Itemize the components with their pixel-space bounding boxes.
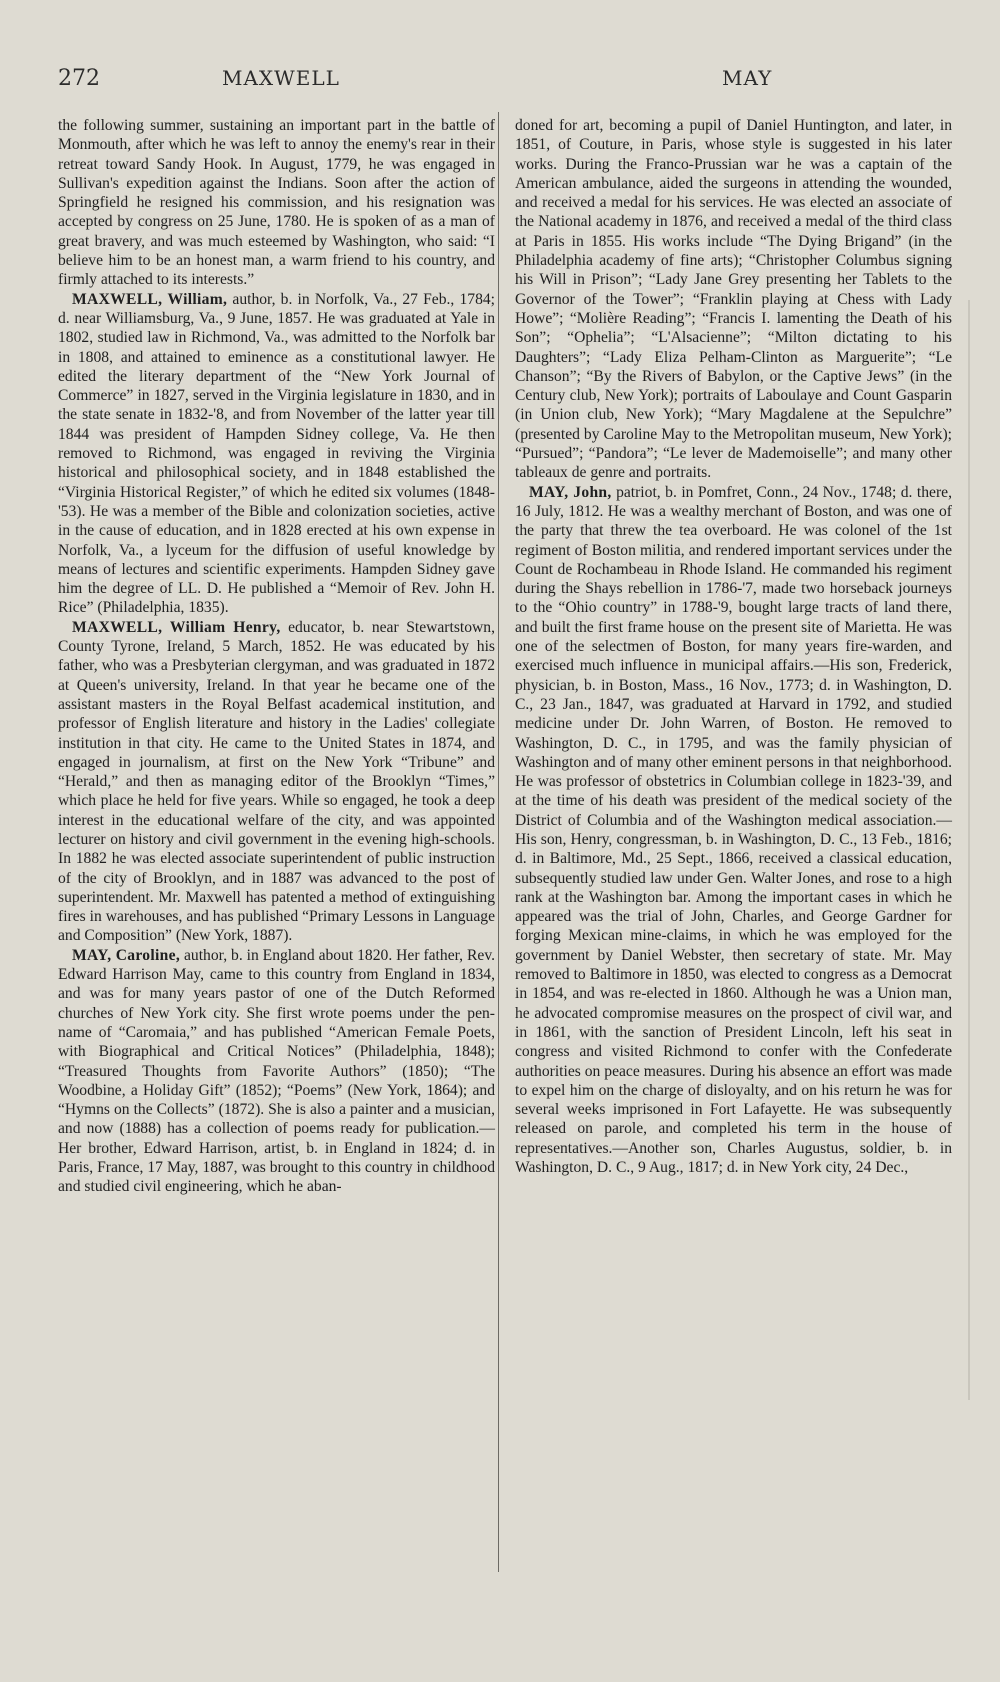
entry-name: MAXWELL, William Henry, (72, 618, 281, 636)
entry-name: MAY, Caroline, (72, 946, 181, 964)
entry-name: MAY, John, (529, 483, 612, 501)
entry-name: MAXWELL, William, (72, 290, 228, 308)
entry-may-john (515, 483, 952, 1178)
entry-may-caroline (58, 946, 495, 1197)
paragraph-text: doned for art, becoming a pupil of Daniel Huntington, and later, in 1851, of Couture, in Paris, whose style is suggested in his later works. During the Franco-Prussian war he was a captain of the American ambulance, aided the surgeons in attending the wounded, and received a medal for his services. He was elected an associate of the National academy in 1876, and received a medal of the third class at Paris in 1855. His works include “The Dying Brigand” (in the Philadelphia academy of fine arts); “Christopher Columbus signing his Will in Prison”; “Lady Jane Grey presenting her Tablets to the Governor of the Tower”; “Franklin playing at Chess with Lady Howe”; “Molière Reading”; “Francis I. lamenting the Death of his Son”; “Ophelia”; “L'Alsacienne”; “Milton dictating to his Daughters”; “Lady Eliza Pelham-Clinton as Marguerite”; “Le Chanson”; “By the Rivers of Babylon, or the Captive Jews” (in the Century club, New York); portraits of Laboulaye and Count Gasparin (in Union club, New York); “Mary Magdalene at the Sepulchre” (presented by Caroline May to the Metropolitan museum, New York); “Pursued”; “Pandora”; “Le lever de Mademoiselle”; and many other tableaux de genre and portraits. (515, 117, 952, 482)
entry-maxwell-william (58, 290, 495, 618)
entry-text: patriot, b. in Pomfret, Conn., 24 Nov., 1748; d. there, 16 July, 1812. He was a wealthy merchant of Boston, and was one of the party that threw the tea overboard. He was colonel of the 1st regiment of Boston militia, and rendered important services under the Count de Rochambeau in Rhode Island. He commanded his regiment during the Shays rebellion in 1786-'7, made two horseback journeys to the “Ohio country” in 1788-'9, bought large tracts of land there, and built the first frame house on the present site of Marietta. He was one of the selectmen of Boston, for many years fire-warden, and exercised much influence in municipal affairs.—His son, Frederick, physician, b. in Boston, Mass., 16 Nov., 1773; d. in Washington, D. C., 23 Jan., 1847, was graduated at Harvard in 1792, and studied medicine under Dr. John Warren, of Boston. He removed to Washington, D. C., in 1795, and was the family physician of Washington and of many other eminent persons in that neighborhood. He was professor of obstetrics in Columbian college in 1823-'39, and at the time of his death was president of the medical society of the District of Columbia and of the Washington medical association.—His son, Henry, congressman, b. in Washington, D. C., 13 Feb., 1816; d. in Baltimore, Md., 25 Sept., 1866, received a classical education, subsequently studied law under Gen. Walter Jones, and rose to a high rank at the Washington bar. Among the important cases in which he appeared was the trial of John, Charles, and George Gardner for forging Mexican mine-claims, in which he was employed for the government by Daniel Webster, then secretary of state. Mr. May removed to Baltimore in 1850, was elected to congress as a Democrat in 1854, and was re-elected in 1860. Although he was a Union man, he advocated compromise measures on the prospect of civil war, and in 1861, with the sanction of President Lincoln, left his seat in congress and visited Richmond to confer with the Confederate authorities on peace measures. During his absence an effort was made to expel him on the charge of disloyalty, and on his return he was for several weeks imprisoned in Fort Lafayette. He was subsequently released on parole, and completed his term in the house of representatives.—Another son, Charles Augustus, soldier, b. in Washington, D. C., 9 Aug., 1817; d. in New York city, 24 Dec., (515, 483, 952, 1177)
left-running-head: MAXWELL (222, 66, 340, 90)
entry-text: author, b. in Norfolk, Va., 27 Feb., 1784; d. near Williamsburg, Va., 9 June, 1857. He was graduated at Yale in 1802, studied law in Richmond, Va., was admitted to the Norfolk bar in 1808, and attained to eminence as a constitutional lawyer. He edited the literary department of the “New York Journal of Commerce” in 1827, served in the Virginia legislature in 1830, and in the state senate in 1832-'8, and from November of the latter year till 1844 was president of Hampden Sidney college, Va. He then removed to Richmond, was engaged in reviving the Virginia historical and philosophical society, and in 1848 established the “Virginia Historical Register,” of which he edited six volumes (1848-'53). He was a member of the Bible and colonization societies, active in the cause of education, and in 1828 erected at his own expense in Norfolk, Va., a lyceum for the diffusion of useful knowledge by means of lectures and scientific experiments. Hampden Sidney gave him the degree of LL. D. He published a “Memoir of Rev. John H. Rice” (Philadelphia, 1835). (58, 290, 495, 617)
column-divider (498, 112, 499, 1572)
entry-text: author, b. in England about 1820. Her father, Rev. Edward Harrison May, came to this country from England in 1834, and was for many years pastor of one of the Dutch Reformed churches of New York city. She first wrote poems under the pen-name of “Caromaia,” and has published “American Female Poets, with Biographical and Critical Notices” (Philadelphia, 1848); “Treasured Thoughts from Favorite Authors” (1850); “The Woodbine, a Holiday Gift” (1852); “Poems” (New York, 1864); and “Hymns on the Collects” (1872). She is also a painter and a musician, and now (1888) has a collection of poems ready for publication.—Her brother, Edward Harrison, artist, b. in England in 1824; d. in Paris, France, 17 May, 1887, was brought to this country in childhood and studied civil engineering, which he aban- (58, 946, 496, 1196)
entry-maxwell-william-henry (58, 618, 495, 946)
page-curve-shadow (968, 300, 970, 1400)
paragraph-text: the following summer, sustaining an important part in the battle of Monmouth, after which he was left to annoy the enemy's rear in their retreat toward Sandy Hook. In August, 1779, he was engaged in Sullivan's expedition against the Indians. Soon after the action of Springfield he resigned his commission, and his resignation was accepted by congress on 25 June, 1780. He is spoken of as a man of great bravery, and was much esteemed by Washington, who said: “I believe him to be an honest man, a warm friend to his country, and firmly attached to its interests.” (58, 117, 495, 289)
right-column (515, 116, 952, 1177)
left-column (58, 116, 495, 1197)
continued-paragraph (515, 116, 952, 483)
right-running-head: MAY (722, 66, 773, 90)
continued-paragraph (58, 116, 495, 290)
page-number: 272 (58, 66, 100, 91)
entry-text: educator, b. near Stewartstown, County Tyrone, Ireland, 5 March, 1852. He was educated by his father, who was a Presbyterian clergyman, and was graduated in 1872 at Queen's university, Ireland. In that year he became one of the assistant masters in the Royal Belfast academical institution, and professor of English literature and history in the Ladies' collegiate institution in that city. He came to the United States in 1874, and engaged in journalism, at first on the New York “Tribune” and “Herald,” and then as managing editor of the Brooklyn “Times,” which place he held for five years. While so engaged, he took a deep interest in the educational welfare of the city, and was appointed lecturer on history and civil government in the evening high-schools. In 1882 he was elected associate superintendent of public instruction of the city of Brooklyn, and in 1887 was advanced to the post of superintendent. Mr. Maxwell has patented a method of extinguishing fires in warehouses, and has published “Primary Lessons in Language and Composition” (New York, 1887). (58, 618, 495, 945)
